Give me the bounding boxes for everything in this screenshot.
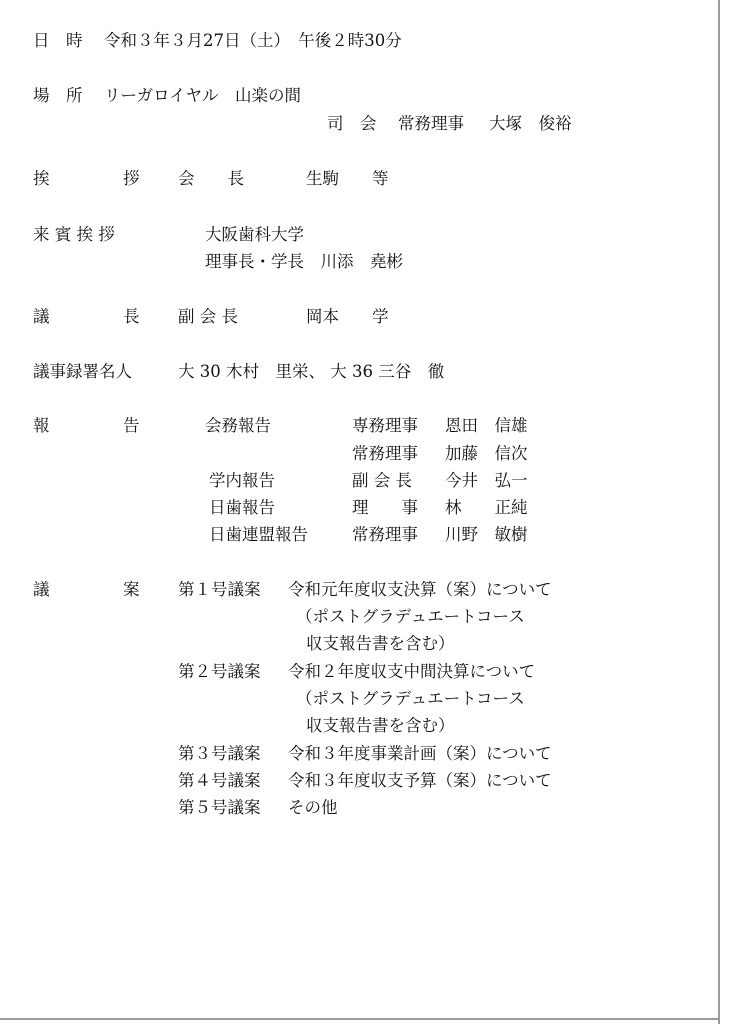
report-title: 副 会 長 bbox=[352, 471, 412, 490]
page-edge-right bbox=[718, 0, 720, 1024]
report-name: 林 正純 bbox=[445, 498, 528, 517]
chair-name: 岡本 学 bbox=[306, 307, 389, 326]
page-edge-bottom bbox=[0, 1018, 720, 1020]
guest-label: 来 賓 挨 拶 bbox=[33, 225, 115, 244]
signers-label: 議事録署名人 bbox=[33, 362, 132, 381]
agenda-number: 第３号議案 bbox=[178, 744, 261, 763]
agenda-title: その他 bbox=[288, 798, 338, 817]
host-name: 大塚 俊裕 bbox=[489, 114, 572, 133]
agenda-number: 第５号議案 bbox=[178, 798, 261, 817]
report-topic: 日歯報告 bbox=[209, 498, 275, 517]
agenda-note: 収支報告書を含む） bbox=[306, 634, 455, 653]
report-title: 常務理事 bbox=[352, 444, 418, 463]
greeting-label-2: 拶 bbox=[123, 169, 140, 188]
guest-detail: 理事長・学長 川添 堯彬 bbox=[205, 252, 403, 271]
place-label: 場 所 bbox=[33, 86, 83, 105]
report-title: 専務理事 bbox=[352, 416, 418, 435]
place-value: リーガロイヤル 山楽の間 bbox=[104, 86, 302, 105]
greeting-name: 生駒 等 bbox=[306, 169, 389, 188]
greeting-role: 会 長 bbox=[178, 169, 244, 188]
signers-value: 大 30 木村 里栄、 大 36 三谷 徹 bbox=[178, 362, 445, 381]
agenda-title: 令和３年度事業計画（案）について bbox=[288, 744, 552, 763]
report-topic: 学内報告 bbox=[209, 471, 275, 490]
agenda-number: 第４号議案 bbox=[178, 771, 261, 790]
guest-org: 大阪歯科大学 bbox=[205, 225, 304, 244]
chair-label: 議 bbox=[33, 307, 50, 326]
host-role: 司 会 bbox=[327, 114, 377, 133]
agenda-note: （ポストグラデュエートコース bbox=[296, 689, 525, 708]
agenda-number: 第１号議案 bbox=[178, 580, 261, 599]
host-title: 常務理事 bbox=[398, 114, 464, 133]
report-topic: 日歯連盟報告 bbox=[209, 525, 308, 544]
agenda-title: 令和元年度収支決算（案）について bbox=[288, 580, 552, 599]
agenda-label-2: 案 bbox=[123, 580, 140, 599]
report-title: 常務理事 bbox=[352, 525, 418, 544]
agenda-note: 収支報告書を含む） bbox=[306, 716, 455, 735]
reports-label: 報 bbox=[33, 416, 50, 435]
agenda-note: （ポストグラデュエートコース bbox=[296, 607, 525, 626]
agenda-number: 第２号議案 bbox=[178, 662, 261, 681]
reports-label-2: 告 bbox=[123, 416, 140, 435]
report-name: 川野 敏樹 bbox=[445, 525, 528, 544]
chair-label-2: 長 bbox=[123, 307, 140, 326]
greeting-label: 挨 bbox=[33, 169, 50, 188]
agenda-title: 令和３年度収支予算（案）について bbox=[288, 771, 552, 790]
report-name: 今井 弘一 bbox=[445, 471, 528, 490]
report-topic: 会務報告 bbox=[205, 416, 271, 435]
datetime-label: 日 時 bbox=[33, 31, 83, 50]
datetime-value: 令和３年３月27日（土） 午後２時30分 bbox=[104, 31, 402, 50]
report-name: 恩田 信雄 bbox=[445, 416, 528, 435]
chair-role: 副 会 長 bbox=[178, 307, 238, 326]
report-name: 加藤 信次 bbox=[445, 444, 528, 463]
agenda-label: 議 bbox=[33, 580, 50, 599]
agenda-title: 令和２年度収支中間決算について bbox=[288, 662, 536, 681]
report-title: 理 事 bbox=[352, 498, 418, 517]
